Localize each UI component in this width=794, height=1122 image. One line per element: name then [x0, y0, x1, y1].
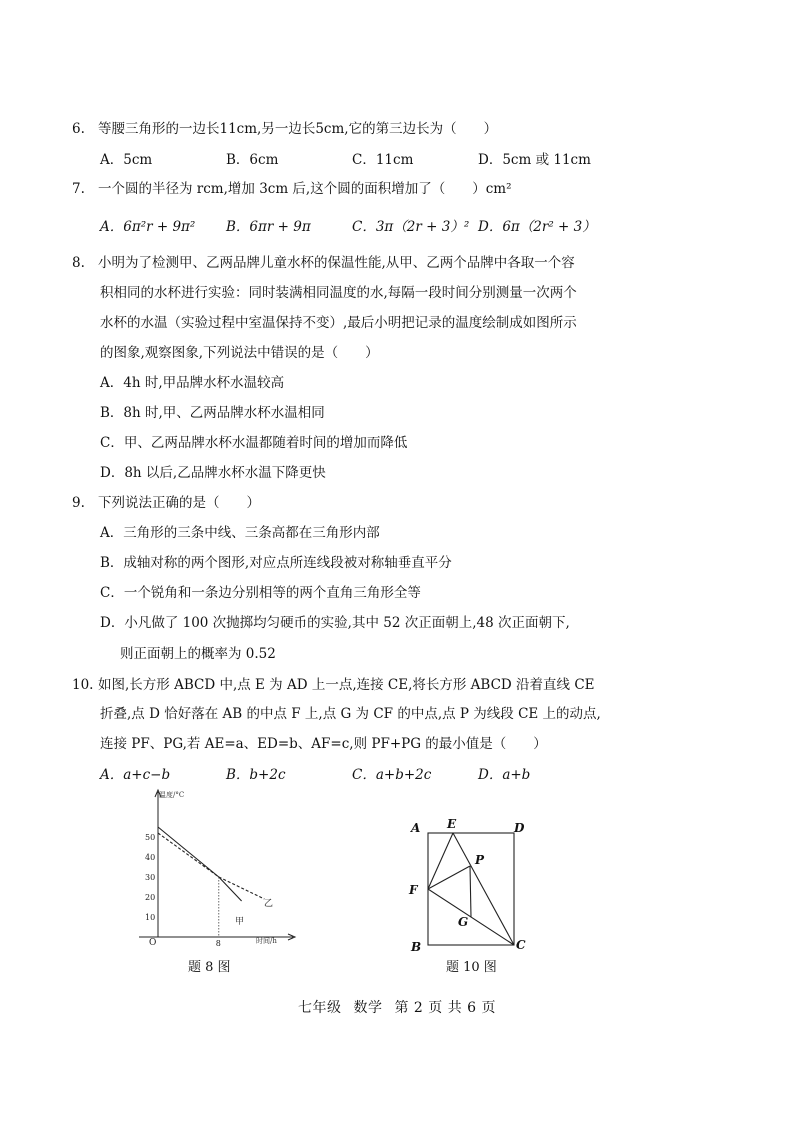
option-a: A．a+c−b — [100, 767, 171, 783]
label-c: C — [516, 938, 526, 952]
question-7 — [72, 180, 512, 198]
option-b: B．成轴对称的两个图形,对应点所连线段被对称轴垂直平分 — [100, 555, 452, 571]
question-stem-line: 水杯的水温（实验过程中室温保持不变）,最后小明把记录的温度绘制成如图所示 — [100, 315, 577, 331]
y-tick-label: 30 — [145, 873, 156, 882]
series-line-jia — [158, 827, 242, 901]
segment-pg — [470, 866, 471, 917]
origin-label: O — [149, 938, 157, 948]
question-8 — [72, 254, 575, 272]
question-number: 9. — [72, 495, 85, 511]
question-number: 6. — [72, 121, 85, 137]
x-tick-label: 8 — [215, 939, 221, 948]
figure-8-caption: 题 8 图 — [188, 960, 231, 975]
x-axis-label: 时间/h — [256, 937, 277, 945]
option-b: B．b+2c — [226, 767, 286, 783]
question-stem-line: 如图,长方形 ABCD 中,点 E 为 AD 上一点,连接 CE,将长方形 ABCD 沿着直线 CE — [98, 677, 595, 693]
option-d: D．6π（2r² + 3） — [478, 219, 596, 235]
option-b: B．6cm — [226, 152, 279, 168]
question-stem-line: 连接 PF、PG,若 AE=a、ED=b、AF=c,则 PF+PG 的最小值是（ ） — [100, 736, 547, 752]
option-a: A．4h 时,甲品牌水杯水温较高 — [100, 375, 285, 391]
option-c: C．一个锐角和一条边分别相等的两个直角三角形全等 — [100, 585, 421, 601]
y-tick-label: 10 — [145, 913, 156, 922]
label-a: A — [411, 821, 421, 835]
question-number: 7. — [72, 181, 85, 197]
footer-subject: 数学 — [353, 1000, 383, 1016]
question-stem-line: 折叠,点 D 恰好落在 AB 的中点 F 上,点 G 为 CF 的中点,点 P 为线段 CE 上的动点, — [100, 706, 601, 722]
question-stem-line: 小明为了检测甲、乙两品牌儿童水杯的保温性能,从甲、乙两个品牌中各取一个容 — [98, 255, 575, 271]
figure-8-chart — [125, 786, 300, 948]
y-tick-label: 50 — [145, 833, 156, 842]
option-b: B．8h 时,甲、乙两品牌水杯水温相同 — [100, 405, 325, 421]
option-d: D．8h 以后,乙品牌水杯水温下降更快 — [100, 465, 326, 481]
option-a: A．三角形的三条中线、三条高都在三角形内部 — [100, 525, 380, 541]
question-stem: 等腰三角形的一边长11cm,另一边长5cm,它的第三边长为（ ） — [98, 121, 498, 137]
footer-grade: 七年级 — [297, 1000, 342, 1016]
label-p: P — [475, 853, 485, 867]
series-label-jia: 甲 — [235, 917, 245, 927]
segment-fp — [428, 866, 470, 889]
label-g: G — [458, 915, 469, 929]
option-c: C．3π（2r + 3）² — [352, 219, 470, 235]
series-line-yi — [158, 833, 264, 899]
option-c: C．a+b+2c — [352, 767, 432, 783]
question-stem: 下列说法正确的是（ ） — [98, 495, 260, 511]
y-tick-label: 40 — [145, 853, 156, 862]
question-10 — [72, 676, 595, 694]
option-d: D．小凡做了 100 次抛掷均匀硬币的实验,其中 52 次正面朝上,48 次正面朝下, — [100, 615, 570, 631]
question-stem-line: 的图象,观察图象,下列说法中错误的是（ ） — [100, 345, 379, 361]
question-9 — [72, 494, 260, 512]
option-c: C．甲、乙两品牌水杯水温都随着时间的增加而降低 — [100, 435, 408, 451]
label-e: E — [447, 817, 457, 831]
option-b: B．6πr + 9π — [226, 219, 311, 235]
label-d: D — [514, 821, 525, 835]
option-d: D．5cm 或 11cm — [478, 152, 591, 168]
footer-page: 第 2 页 共 6 页 — [394, 1000, 497, 1016]
question-stem-line: 积相同的水杯进行实验：同时装满相同温度的水,每隔一段时间分别测量一次两个 — [100, 285, 577, 301]
y-tick-label: 20 — [145, 893, 156, 902]
question-number: 8. — [72, 255, 85, 271]
segment-ef — [428, 833, 453, 889]
option-a: A．6π²r + 9π² — [100, 219, 196, 235]
option-d-continuation: 则正面朝上的概率为 0.52 — [120, 646, 276, 662]
question-stem: 一个圆的半径为 rcm,增加 3cm 后,这个圆的面积增加了（ ）cm² — [98, 181, 512, 197]
page-footer — [0, 997, 794, 1017]
option-d: D．a+b — [478, 767, 531, 783]
question-number: 10. — [72, 677, 94, 693]
label-b: B — [411, 940, 422, 954]
option-c: C．11cm — [352, 152, 414, 168]
figure-10-diagram — [400, 808, 540, 958]
question-6 — [72, 120, 497, 138]
label-f: F — [409, 883, 418, 897]
series-label-yi: 乙 — [264, 899, 274, 909]
figure-10-caption: 题 10 图 — [446, 960, 497, 975]
option-a: A．5cm — [100, 152, 153, 168]
y-axis-label: 温度/°C — [159, 791, 185, 799]
